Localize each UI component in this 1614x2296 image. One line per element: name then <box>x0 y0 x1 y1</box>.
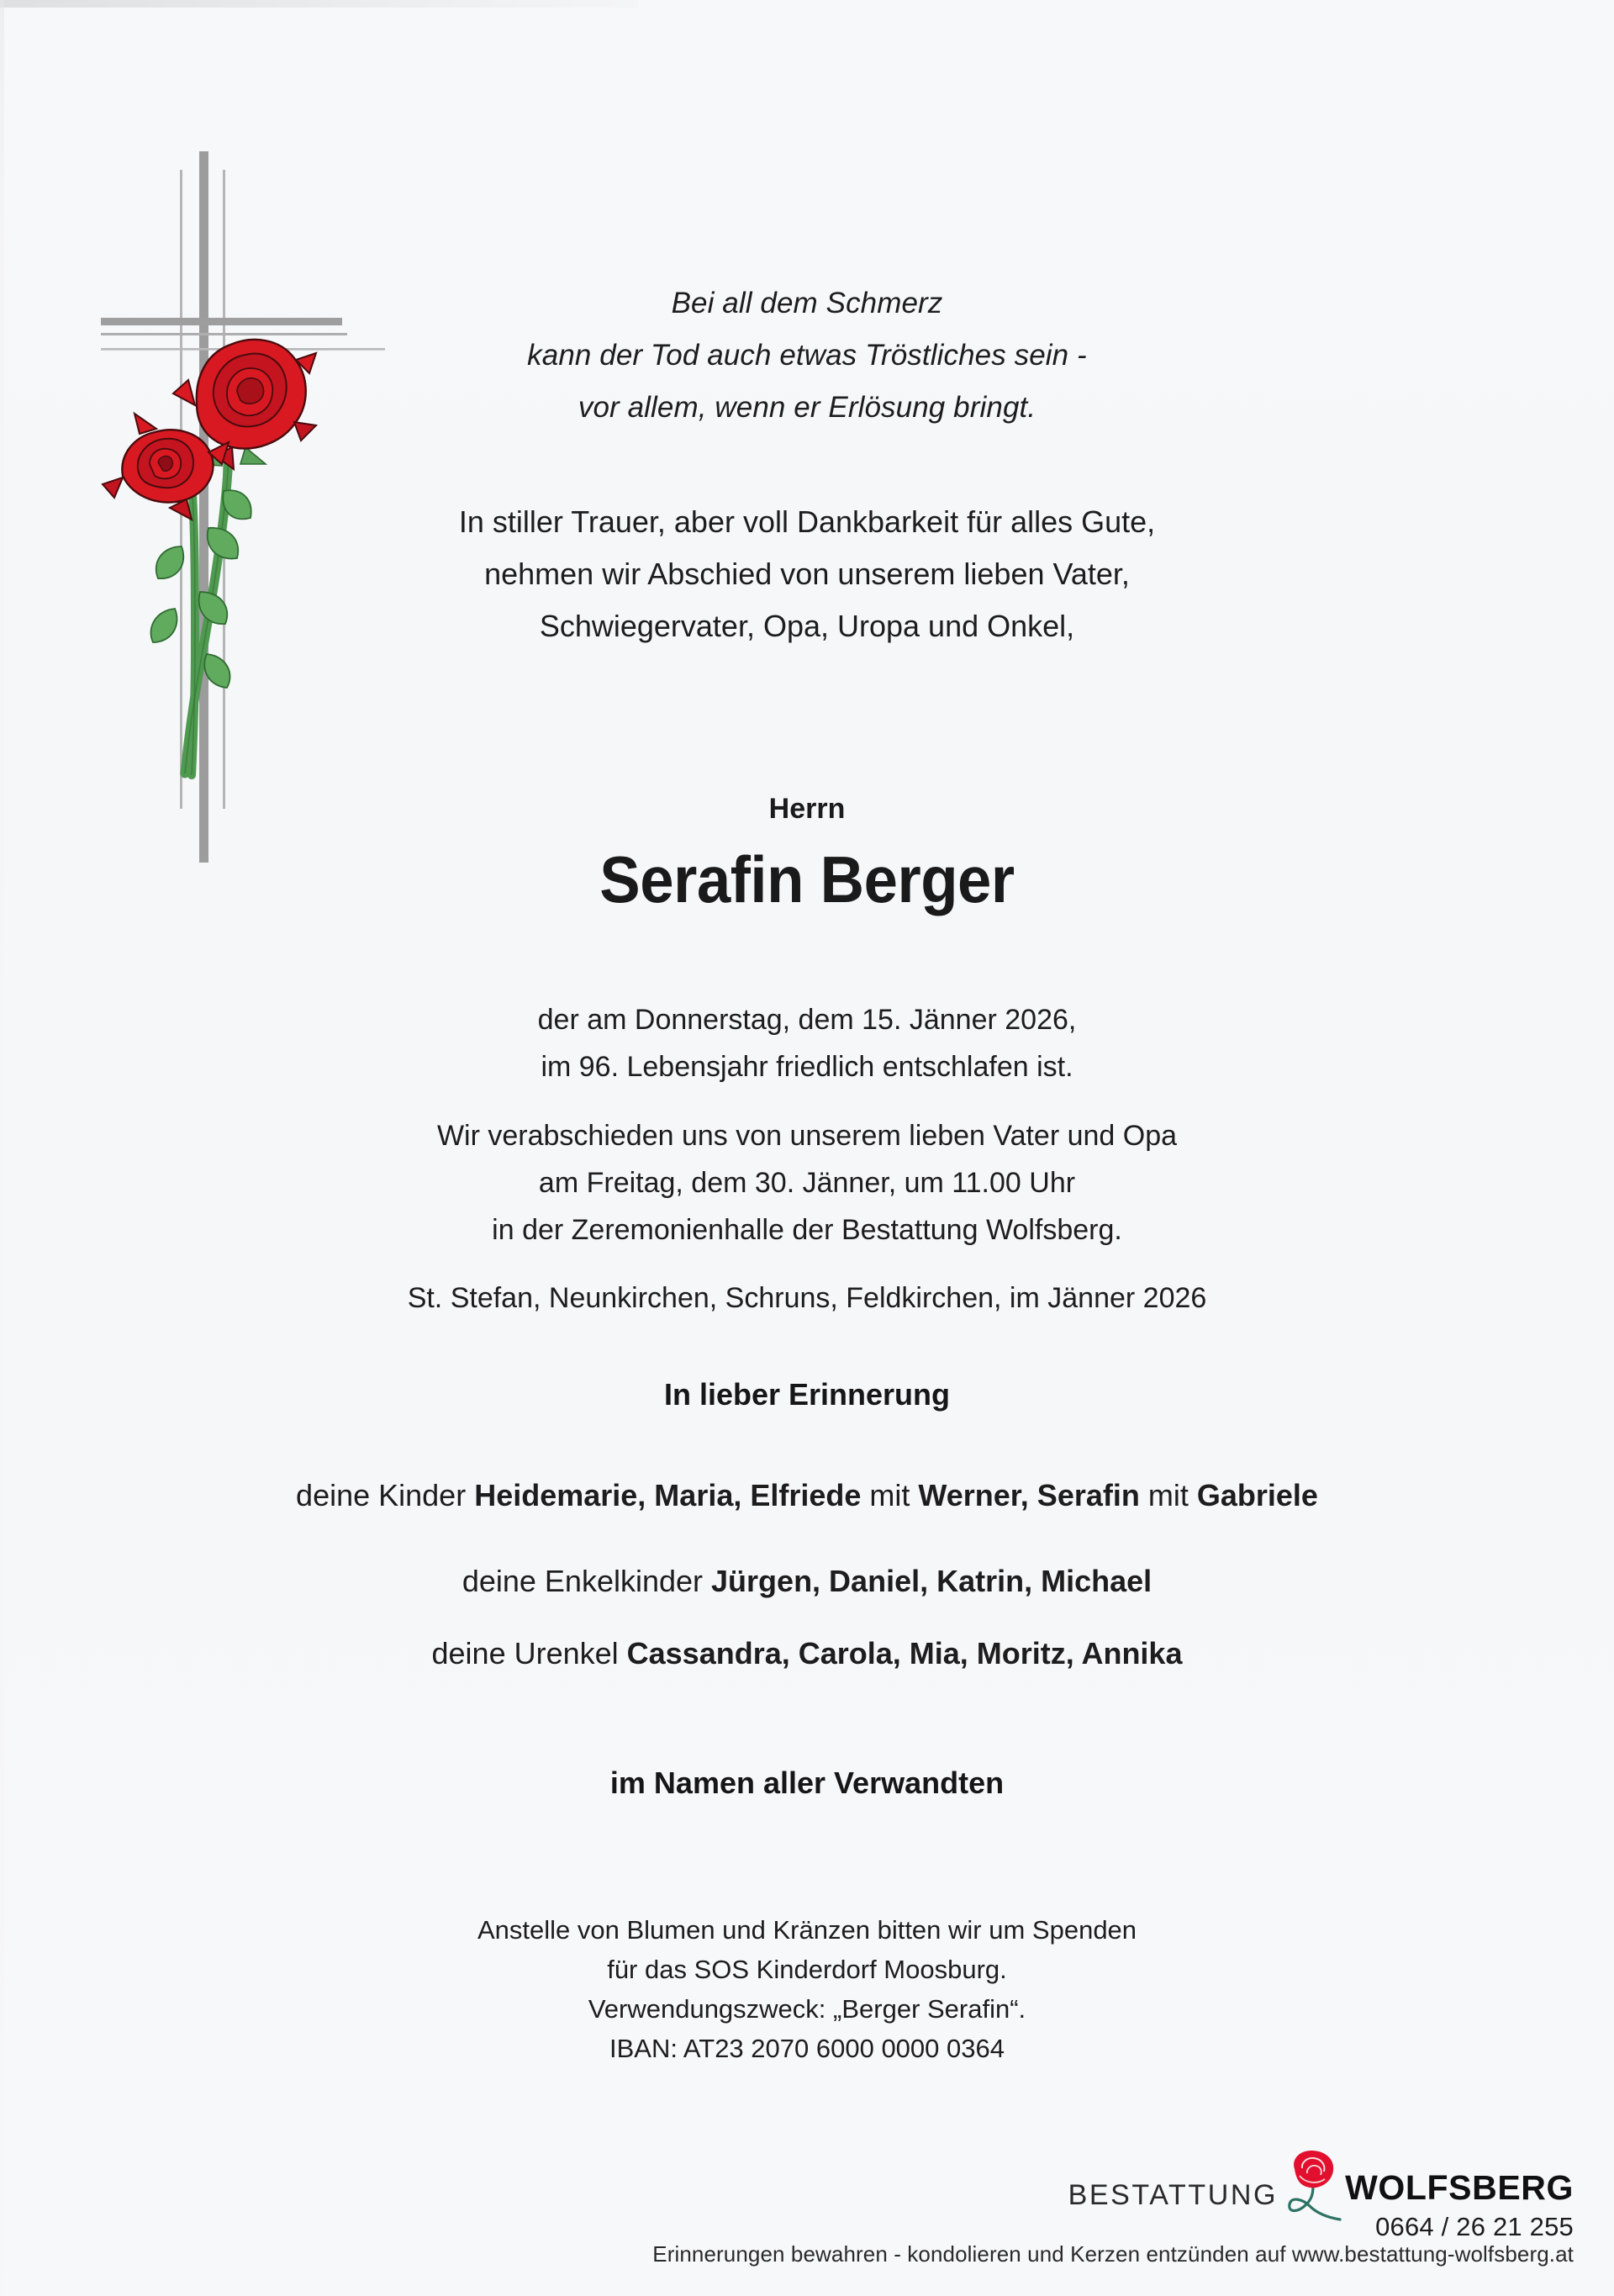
donation-line: Verwendungszweck: „Berger Serafin“. <box>588 1994 1026 2024</box>
scan-artifact-top <box>0 0 639 8</box>
donation-line: für das SOS Kinderdorf Moosburg. <box>607 1955 1007 1984</box>
logo-word-bestattung: BESTATTUNG <box>1068 2179 1279 2211</box>
intro-block <box>286 496 1328 652</box>
roses-icon <box>103 340 316 775</box>
passing-line: im 96. Lebensjahr friedlich entschlafen ist. <box>541 1051 1073 1083</box>
intro-line: nehmen wir Abschied von unserem lieben Vater, <box>484 557 1130 591</box>
passing-line: der am Donnerstag, dem 15. Jänner 2026, <box>537 1004 1077 1036</box>
passing-block <box>286 996 1328 1090</box>
grandchildren-prefix: deine Enkelkinder <box>462 1564 712 1598</box>
poem-line: vor allem, wenn er Erlösung bringt. <box>578 391 1036 424</box>
children-names-3: Gabriele <box>1196 1478 1318 1512</box>
scan-artifact-left <box>0 0 4 2296</box>
logo-word-wolfsberg: WOLFSBERG <box>1345 2168 1574 2207</box>
donation-block <box>286 1910 1328 2068</box>
bestattung-wolfsberg-logo <box>1068 2142 1574 2241</box>
remembrance-heading: In lieber Erinnerung <box>663 1377 951 1412</box>
children-mid-2: mit <box>1139 1478 1197 1512</box>
grandchildren-line <box>286 1557 1328 1606</box>
logo-phone-number: 0664 / 26 21 255 <box>1375 2212 1574 2241</box>
greatgrandchildren-line <box>286 1629 1328 1678</box>
poem-block <box>286 277 1328 434</box>
deceased-name: Serafin Berger <box>599 842 1015 916</box>
greatgrandchildren-prefix: deine Urenkel <box>431 1636 627 1671</box>
rose-logo-icon <box>1284 2147 1342 2228</box>
donation-line: Anstelle von Blumen und Kränzen bitten wir um Spenden <box>477 1915 1137 1945</box>
children-names-1: Heidemarie, Maria, Elfriede <box>474 1478 862 1512</box>
ceremony-line: in der Zeremonienhalle der Bestattung Wolfsberg. <box>492 1214 1122 1246</box>
poem-line: kann der Tod auch etwas Tröstliches sein - <box>527 339 1087 372</box>
intro-line: In stiller Trauer, aber voll Dankbarkeit für alles Gute, <box>458 504 1156 539</box>
grandchildren-names: Jürgen, Daniel, Katrin, Michael <box>711 1564 1152 1598</box>
ceremony-line: am Freitag, dem 30. Jänner, um 11.00 Uhr <box>538 1167 1076 1199</box>
salutation: Herrn <box>768 793 846 825</box>
children-names-2: Werner, Serafin <box>918 1478 1140 1512</box>
children-line <box>235 1471 1379 1520</box>
logo-right-group <box>1345 2168 1574 2241</box>
ceremony-block <box>286 1112 1328 1254</box>
ceremony-line: Wir verabschieden uns von unserem lieben Vater und Opa <box>436 1120 1178 1152</box>
intro-line: Schwiegervater, Opa, Uropa und Onkel, <box>539 609 1075 643</box>
relatives-heading: im Namen aller Verwandten <box>609 1766 1005 1800</box>
children-prefix: deine Kinder <box>296 1478 475 1512</box>
greatgrandchildren-names: Cassandra, Carola, Mia, Moritz, Annika <box>626 1636 1183 1671</box>
footer-tagline: Erinnerungen bewahren - kondolieren und Kerzen entzünden auf www.bestattung-wolfsberg.at <box>652 2241 1574 2267</box>
places-line: St. Stefan, Neunkirchen, Schruns, Feldkirchen, im Jänner 2026 <box>407 1282 1207 1314</box>
donation-line: IBAN: AT23 2070 6000 0000 0364 <box>609 2034 1005 2063</box>
poem-line: Bei all dem Schmerz <box>671 287 943 319</box>
children-mid-1: mit <box>861 1478 919 1512</box>
